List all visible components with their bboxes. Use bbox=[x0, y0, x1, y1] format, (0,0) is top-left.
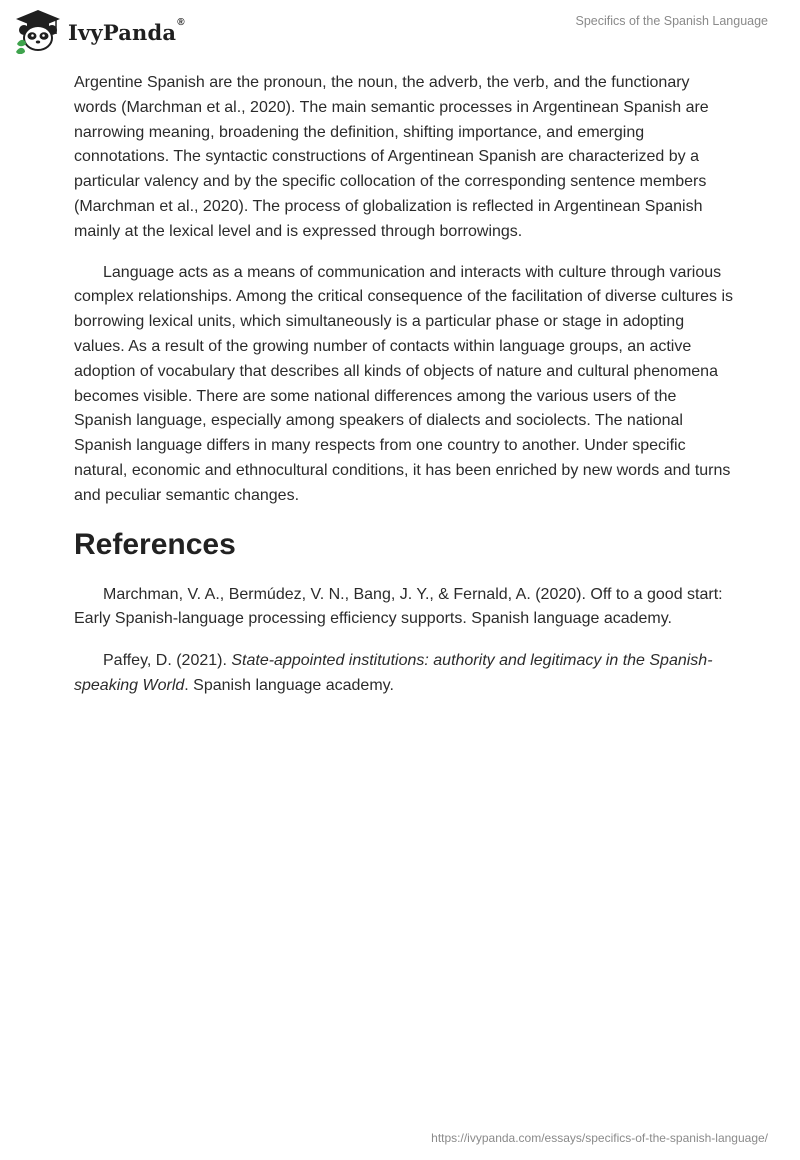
page-header bbox=[0, 0, 800, 64]
reference-publisher: . Spanish language academy. bbox=[184, 676, 394, 694]
logo-text: IvyPanda® bbox=[68, 16, 185, 45]
body-paragraph: Argentine Spanish are the pronoun, the noun, the adverb, the verb, and the functionary words (Marchman et al., 2020). The main semantic processes in Argentinean Spanish are narrowing meaning, broadening the definition, shifting importance, and emerging connotations. The syntactic constructions of Argentinean Spanish are characterized by a particular valency and by the specific collocation of the corresponding sentence members (Marchman et al., 2020). The process of globalization is reflected in Argentinean Spanish mainly at the lexical level and is expressed through borrowings. bbox=[74, 74, 709, 240]
reference-entry bbox=[74, 649, 734, 699]
document-title: Specifics of the Spanish Language bbox=[575, 14, 768, 28]
reference-entry: Marchman, V. A., Bermúdez, V. N., Bang, J. Y., & Fernald, A. (2020). Off to a good start: Early Spanish-language processing efficiency supports. Spanish language academy. bbox=[74, 585, 723, 628]
ivypanda-logo[interactable] bbox=[14, 8, 185, 54]
source-url[interactable]: https://ivypanda.com/essays/specifics-of-the-spanish-language/ bbox=[431, 1131, 768, 1145]
essay-content bbox=[74, 71, 734, 716]
references-heading: References bbox=[74, 527, 236, 561]
body-paragraph: Language acts as a means of communication and interacts with culture through various complex relationships. Among the critical consequence of the facilitation of diverse cultures is borrowing lexical units, which simultaneously is a particular phase or stage in adopting values. As a result of the growing number of contacts within language groups, an active adoption of vocabulary that describes all kinds of objects of nature and cultural phenomena becomes visible. There are some national differences among the various users of the Spanish language, especially among speakers of dialects and sociolects. The national Spanish language differs in many respects from one country to another. Under specific natural, economic and ethnocultural conditions, it has been enriched by new words and turns and peculiar semantic changes. bbox=[74, 263, 734, 504]
panda-graduation-cap-icon bbox=[14, 8, 62, 54]
registered-mark: ® bbox=[177, 16, 185, 28]
reference-title: State-appointed institutions: authority and legitimacy in the Spanish-speaking World bbox=[74, 652, 713, 694]
reference-authors: Paffey, D. (2021). bbox=[103, 652, 232, 670]
